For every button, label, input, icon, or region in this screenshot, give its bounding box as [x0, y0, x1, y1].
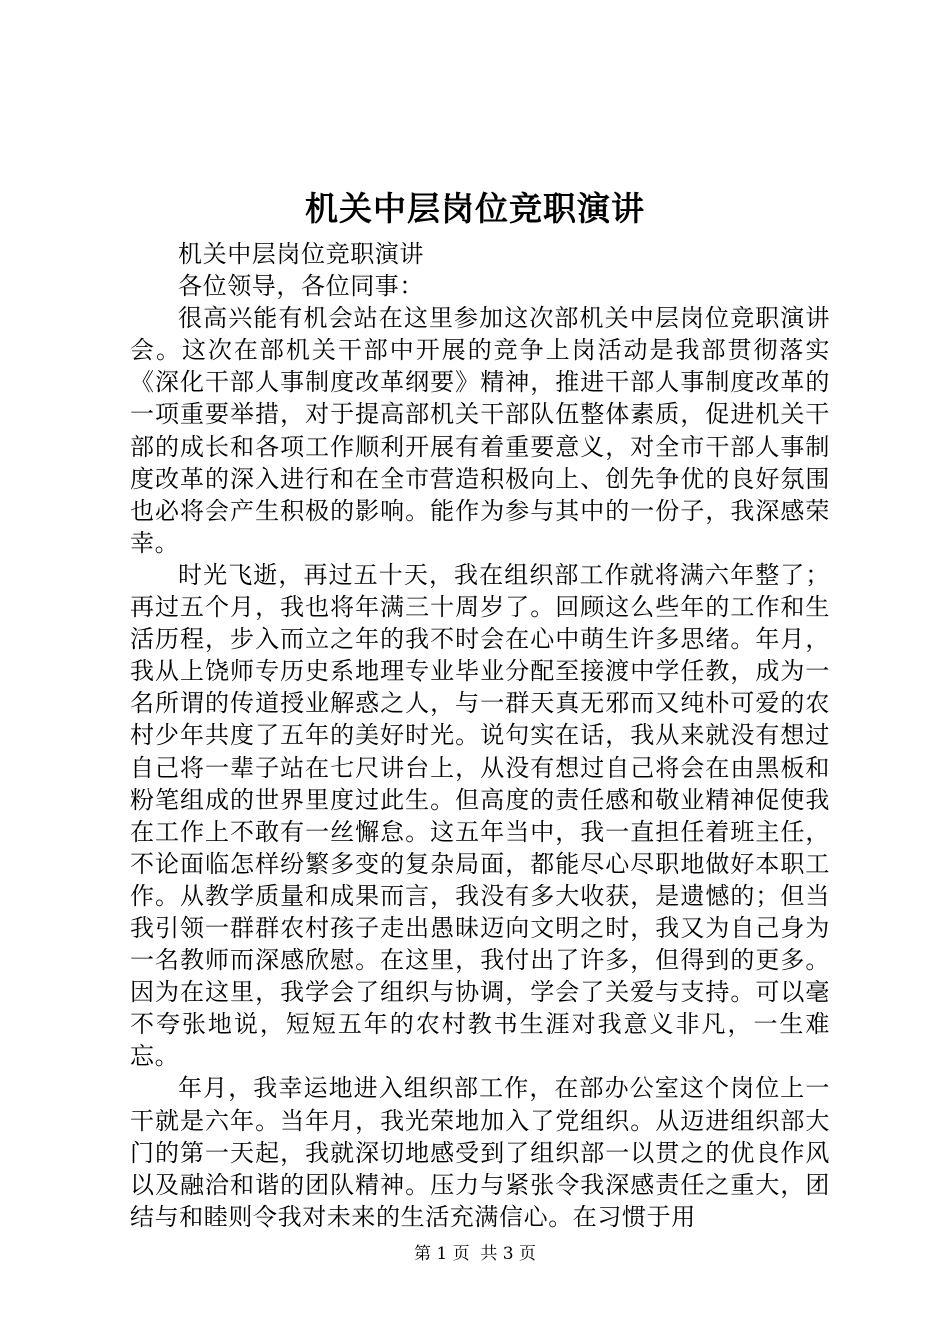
page-footer	[0, 1242, 950, 1266]
paragraph-salutation: 各位领导，各位同事：	[178, 272, 424, 301]
page-number: 第 1 页	[413, 1244, 470, 1264]
paragraph-subtitle: 机关中层岗位竞职演讲	[178, 240, 424, 268]
document-body	[130, 238, 830, 1233]
paragraph-3: 年月，我幸运地进入组织部工作，在部办公室这个岗位上一干就是六年。当年月，我光荣地加入了党组织。从迈进组织部大门的第一天起，我就深切地感受到了组织部一以贯之的优良作风以及融洽和谐的团队精神。压力与紧张令我深感责任之重大，团结与和睦则令我对未来的生活充满信心。在习惯于用	[130, 1074, 830, 1231]
paragraph-2: 时光飞逝，再过五十天，我在组织部工作就将满六年整了；再过五个月，我也将年满三十周岁了。回顾这么些年的工作和生活历程，步入而立之年的我不时会在心中萌生许多思绪。年月，我从上饶师专历史系地理专业毕业分配至接渡中学任教，成为一名所谓的传道授业解惑之人，与一群天真无邪而又纯朴可爱的农村少年共度了五年的美好时光。说句实在话，我从来就没有想过自己将一辈子站在七尺讲台上，从没有想过自己将会在由黑板和粉笔组成的世界里度过此生。但高度的责任感和敬业精神促使我在工作上不敢有一丝懈怠。这五年当中，我一直担任着班主任，不论面临怎样纷繁多变的复杂局面，都能尽心尽职地做好本职工作。从教学质量和成果而言，我没有多大收获，是遗憾的；但当我引领一群群农村孩子走出愚昧迈向文明之时，我又为自己身为一名教师而深感欣慰。在这里，我付出了许多，但得到的更多。因为在这里，我学会了组织与协调，学会了关爱与支持。可以毫不夸张地说，短短五年的农村教书生涯对我意义非凡，一生难忘。	[130, 560, 830, 1071]
document-title: 机关中层岗位竞职演讲	[305, 189, 645, 228]
paragraph-1: 很高兴能有机会站在这里参加这次部机关中层岗位竞职演讲会。这次在部机关干部中开展的竞争上岗活动是我部贯彻落实《深化干部人事制度改革纲要》精神，推进干部人事制度改革的一项重要举措，对于提高部机关干部队伍整体素质，促进机关干部的成长和各项工作顺利开展有着重要意义，对全市干部人事制度改革的深入进行和在全市营造积极向上、创先争优的良好氛围也必将会产生积极的影响。能作为参与其中的一份子，我深感荣幸。	[130, 304, 830, 557]
page-total: 共 3 页	[480, 1244, 537, 1264]
